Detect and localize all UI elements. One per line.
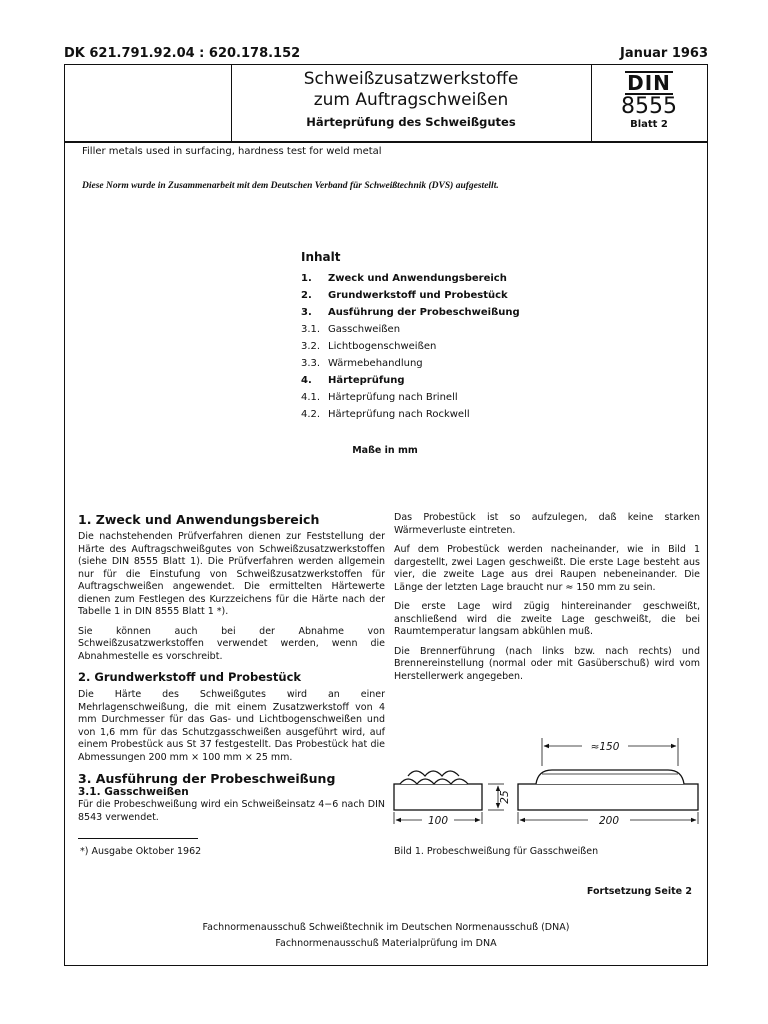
section-1-paragraph-1: Die nachstehenden Prüfverfahren dienen zur Feststellung der Härte des Auftragschweißgutes von Schweißzusatzwerkstoffen (siehe DIN 8555 Blatt 1). Die Prüfverfahren werden allgemein nur für die Einstufung von Schweißzusatzwerkstoffen für Auftragschweißen angewendet. Die ermittelten Härtewerte dienen zum Festlegen des Kurzzeichens für die Härte nach der Tabelle 1 in DIN 8555 Blatt 1 *). xyxy=(78,531,385,617)
din-designation xyxy=(591,65,707,141)
section-1-paragraph-2: Sie können auch bei der Abnahme von Schweißzusatzwerkstoffen verwendet werden, wenn die Abnahmestelle es vorschreibt. xyxy=(78,625,385,662)
right-paragraph-2: Auf dem Probestück werden nacheinander, wie in Bild 1 dargestellt, zwei Lagen geschweißt. Die erste Lage besteht aus vier, die zweite Lage aus drei Raupen nebeneinander. Die Länge der letzten Lage braucht nur ≈ 150 mm zu sein. xyxy=(394,544,700,593)
left-column xyxy=(78,512,385,831)
subtitle: Härteprüfung des Schweißgutes xyxy=(306,115,516,129)
dim-width-label: 100 xyxy=(427,815,449,827)
right-paragraph-1: Das Probestück ist so aufzulegen, daß keine starken Wärmeverluste eintreten. xyxy=(394,512,700,536)
dim-height-label: 25 xyxy=(499,790,511,804)
toc-item-label: Lichtbogenschweißen xyxy=(328,341,437,352)
toc-item-number: 3.3. xyxy=(301,358,321,369)
figure-caption: Bild 1. Probeschweißung für Gasschweißen xyxy=(394,846,599,857)
toc-item xyxy=(301,372,520,389)
section-3-heading: 3. Ausführung der Probeschweißung xyxy=(78,771,336,786)
footnote: *) Ausgabe Oktober 1962 xyxy=(80,846,202,857)
toc-item-label: Härteprüfung nach Rockwell xyxy=(328,409,470,420)
issue-date: Januar 1963 xyxy=(620,46,709,61)
toc-item xyxy=(301,406,520,423)
din-sheet: Blatt 2 xyxy=(630,119,668,130)
dk-classification: DK 621.791.92.04 : 620.178.152 xyxy=(64,46,301,61)
section-3-1-heading: 3.1. Gasschweißen xyxy=(78,786,189,798)
dim-weld-length-label: ≈150 xyxy=(590,741,620,753)
toc-item-label: Härteprüfung xyxy=(328,375,405,386)
toc-item-label: Ausführung der Probeschweißung xyxy=(328,307,520,318)
section-1-heading: 1. Zweck und Anwendungsbereich xyxy=(78,512,320,527)
dvs-note: Diese Norm wurde in Zusammenarbeit mit dem Deutschen Verband für Schweißtechnik (DVS) aufgestellt. xyxy=(82,181,499,191)
side-view-weld xyxy=(536,770,684,784)
footnote-divider xyxy=(78,838,198,839)
right-paragraph-4: Die Brennerführung (nach links bzw. nach rechts) und Brennereinstellung (normal oder mit Gasüberschuß) wird vom Herstellerwerk angegeben. xyxy=(394,645,700,682)
right-paragraph-3: Die erste Lage wird zügig hintereinander geschweißt, anschließend wird die zweite Lage geschweißt, die bei Raumtemperatur langsam abkühlen muß. xyxy=(394,601,700,637)
toc-item-label: Zweck und Anwendungsbereich xyxy=(328,273,507,284)
side-view-block xyxy=(518,784,698,810)
toc-item xyxy=(301,321,520,338)
toc-item-number: 3. xyxy=(301,307,312,318)
toc-list xyxy=(301,270,520,423)
toc-item-number: 1. xyxy=(301,273,312,284)
toc-item-number: 2. xyxy=(301,290,312,301)
section-2-heading: 2. Grundwerkstoff und Probestück xyxy=(78,670,302,684)
footer-committee-1: Fachnormenausschuß Schweißtechnik im Deutschen Normenausschuß (DNA) xyxy=(202,922,570,933)
toc-item-label: Härteprüfung nach Brinell xyxy=(328,392,458,403)
toc-item-number: 3.1. xyxy=(301,324,321,335)
bead-layer-1 xyxy=(400,779,468,784)
table-of-contents xyxy=(301,250,520,423)
units-note: Maße in mm xyxy=(352,445,418,456)
toc-item xyxy=(301,355,520,372)
section-3-1-paragraph: Für die Probeschweißung wird ein Schweißeinsatz 4−6 nach DIN 8543 verwendet. xyxy=(78,799,385,823)
toc-item-label: Wärmebehandlung xyxy=(328,358,423,369)
toc-item-number: 3.2. xyxy=(301,341,321,352)
footer-committee-2: Fachnormenausschuß Materialprüfung im DNA xyxy=(275,938,497,949)
toc-item-number: 4.1. xyxy=(301,392,321,403)
document-title-block xyxy=(231,69,591,129)
din-number: 8555 xyxy=(621,94,677,119)
dim-length-label: 200 xyxy=(598,815,620,827)
toc-item xyxy=(301,304,520,321)
toc-item-label: Grundwerkstoff und Probestück xyxy=(328,290,508,301)
title-line-2: zum Auftragschweißen xyxy=(313,90,509,110)
bead-layer-2 xyxy=(408,771,459,776)
english-title: Filler metals used in surfacing, hardness test for weld metal xyxy=(82,146,382,157)
toc-item-number: 4.2. xyxy=(301,409,321,420)
title-line-1: Schweißzusatzwerkstoffe xyxy=(303,69,519,89)
toc-item xyxy=(301,287,520,304)
right-column xyxy=(394,512,700,690)
toc-item-number: 4. xyxy=(301,375,312,386)
toc-item xyxy=(301,338,520,355)
figure-1-drawing xyxy=(392,734,712,834)
continued-note: Fortsetzung Seite 2 xyxy=(586,886,692,897)
toc-item xyxy=(301,389,520,406)
section-2-paragraph: Die Härte des Schweißgutes wird an einer Mehrlagenschweißung, die mit einem Zusatzwerkstoff von 4 mm Durchmesser für das Gas- und Lichtbogenschweißen und von 1,6 mm für das Schutzgasschweißen ausgeführt wird, auf einem Probestück aus St 37 festgestellt. Das Probestück hat die Abmessungen 200 mm × 100 mm × 25 mm. xyxy=(78,689,385,763)
toc-item xyxy=(301,270,520,287)
end-view-block xyxy=(394,784,482,810)
din-logo: DIN xyxy=(627,71,671,95)
toc-title: Inhalt xyxy=(301,250,341,264)
toc-item-label: Gasschweißen xyxy=(328,324,401,335)
title-box xyxy=(64,64,708,142)
